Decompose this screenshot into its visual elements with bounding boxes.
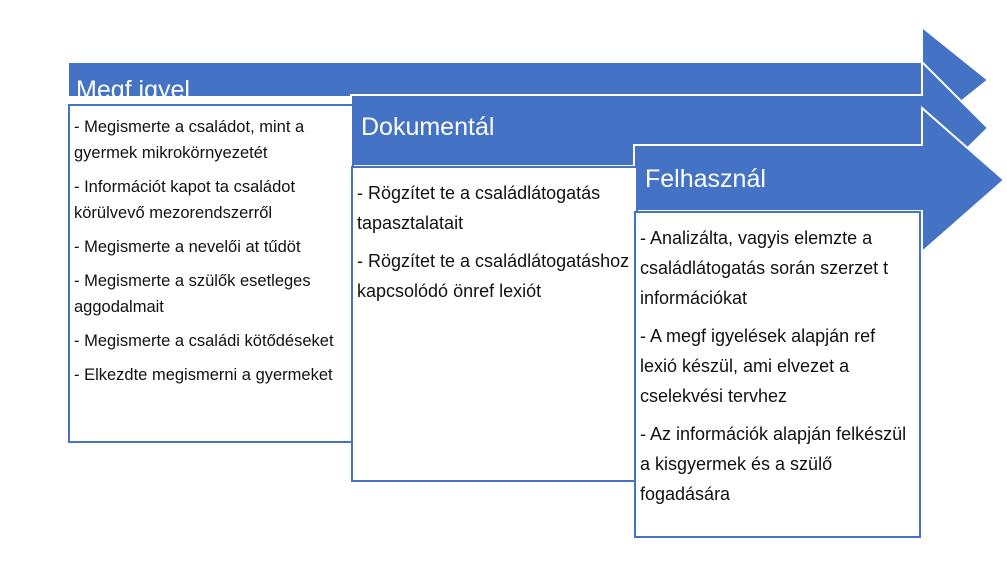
stage-item: - Analizálta, vagyis elemzte a családlátogatás során szerzet t információkat [640,228,889,308]
stage-item: - Információt kapot ta családot körülvevő mezorendszerről [74,178,296,222]
stage-item: - Az információk alapján felkészül a kisgyermek és a szülő fogadására [640,424,907,504]
stage-item: - Elkezdte megismerni a gyermeket [74,366,333,384]
stage-item: - Megismerte a nevelői at tűdöt [74,238,301,256]
stage-title-document: Dokumentál [361,113,495,141]
stage-box-document [351,166,638,482]
stage-item: - Rögzítet te a családlátogatás tapasztalatait [357,183,601,233]
stage-box-use [634,211,921,538]
stage-box-observe [68,104,354,443]
stage-title-observe: Megf igyel [76,76,190,104]
stage-item: - A megf igyelések alapján ref lexió készül, ami elvezet a cselekvési tervhez [640,326,876,406]
stage-item: - Megismerte a családot, mint a gyermek mikrokörnyezetét [74,118,305,162]
stage-item: - Megismerte a családi kötődéseket [74,332,334,350]
stage-item: - Megismerte a szülők esetleges aggodalmait [74,272,311,316]
stage-title-use: Felhasznál [645,165,766,193]
stage-item: - Rögzítet te a családlátogatáshoz kapcsolódó önref lexiót [357,251,630,301]
